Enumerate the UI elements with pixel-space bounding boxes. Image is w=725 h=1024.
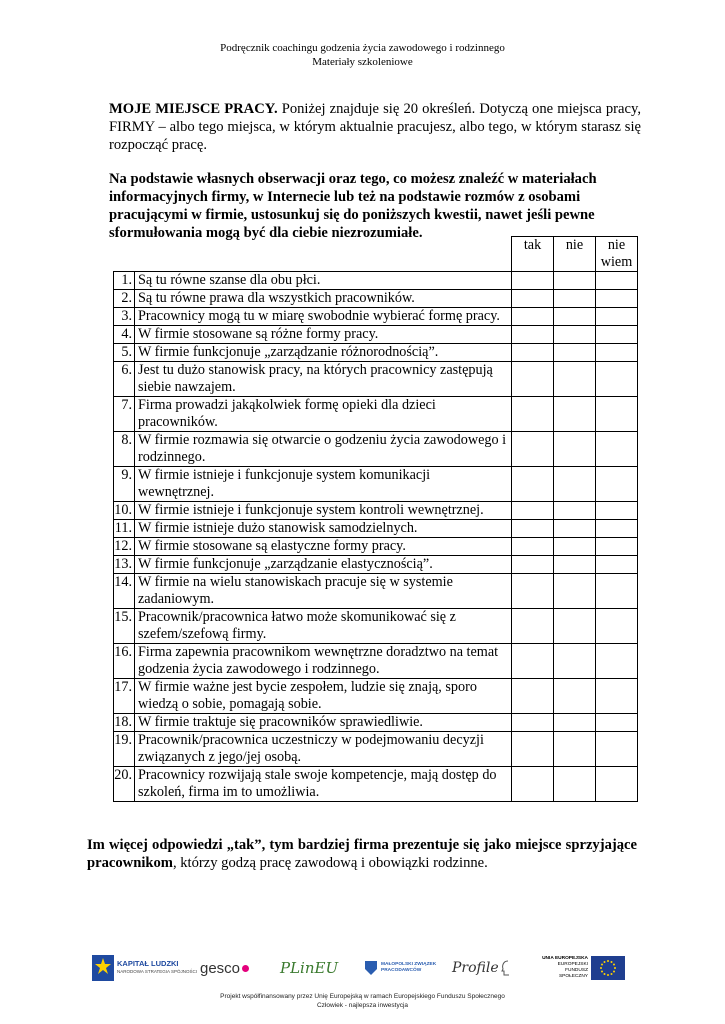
item-number: 13. [114, 556, 135, 574]
item-statement: W firmie stosowane są elastyczne formy pracy. [135, 538, 512, 556]
answer-cell-no[interactable] [554, 520, 596, 538]
intro-text: Poniżej znajduje się 20 określeń. Dotyczą one miejsca pracy, FIRMY – albo tego miejsca, w którym aktualnie pracujesz, albo tego, w którym starasz się rozpocząć pracę. [109, 101, 641, 153]
answer-cell-no[interactable] [554, 362, 596, 397]
item-number: 6. [114, 362, 135, 397]
item-statement: W firmie funkcjonuje „zarządzanie elastycznością”. [135, 556, 512, 574]
answer-cell-yes[interactable] [512, 362, 554, 397]
instruction-paragraph: Na podstawie własnych obserwacji oraz tego, co możesz znaleźć w materiałach informacyjnych firmy, w Internecie lub też na podstawie rozmów z osobami pracującymi w firmie, ustosunkuj się do poniższych kwestii, nawet jeśli pewne sformułowania mogą być dla ciebie niezrozumiałe. [109, 171, 597, 241]
answer-cell-no[interactable] [554, 308, 596, 326]
survey-row [114, 344, 638, 362]
answer-cell-no[interactable] [554, 714, 596, 732]
item-statement: Pracownicy mogą tu w miarę swobodnie wybierać formę pracy. [135, 308, 512, 326]
column-header-yes: tak [512, 237, 554, 272]
plineu-label: PLinEU [280, 959, 339, 977]
conclusion-paragraph [87, 836, 637, 872]
survey-row [114, 679, 638, 714]
profile-logo [452, 952, 513, 984]
answer-cell-no[interactable] [554, 556, 596, 574]
answer-cell-dont-know[interactable] [596, 362, 638, 397]
answer-cell-dont-know[interactable] [596, 679, 638, 714]
page-header [0, 41, 725, 69]
answer-cell-yes[interactable] [512, 644, 554, 679]
answer-cell-yes[interactable] [512, 432, 554, 467]
answer-cell-yes[interactable] [512, 502, 554, 520]
answer-cell-no[interactable] [554, 290, 596, 308]
answer-cell-dont-know[interactable] [596, 290, 638, 308]
item-statement: Jest tu dużo stanowisk pracy, na których pracownicy zastępują siebie nawzajem. [135, 362, 512, 397]
eu-flag-icon [591, 956, 625, 980]
answer-cell-yes[interactable] [512, 397, 554, 432]
answer-cell-no[interactable] [554, 732, 596, 767]
answer-cell-dont-know[interactable] [596, 732, 638, 767]
footer-line-1: Projekt współfinansowany przez Unię Europejską w ramach Europejskiego Funduszu Społecznego [220, 993, 505, 1000]
answer-cell-yes[interactable] [512, 679, 554, 714]
answer-cell-dont-know[interactable] [596, 397, 638, 432]
malopolski-logo [364, 952, 439, 984]
answer-cell-no[interactable] [554, 432, 596, 467]
item-statement: Są tu równe prawa dla wszystkich pracowników. [135, 290, 512, 308]
footer-line-2: Człowiek - najlepsza inwestycja [316, 1002, 409, 1009]
item-number: 3. [114, 308, 135, 326]
survey-row [114, 326, 638, 344]
item-statement: Firma prowadzi jakąkolwiek formę opieki dla dzieci pracowników. [135, 397, 512, 432]
answer-cell-yes[interactable] [512, 556, 554, 574]
item-number: 18. [114, 714, 135, 732]
conclusion-bold: Im więcej odpowiedzi „tak”, tym bardziej firma prezentuje się jako miejsce sprzyjające pracownikom [87, 837, 637, 871]
item-statement: Firma zapewnia pracownikom wewnętrzne doradztwo na temat godzenia życia zawodowego i rodzinnego. [135, 644, 512, 679]
survey-row [114, 609, 638, 644]
survey-row [114, 308, 638, 326]
item-statement: W firmie istnieje i funkcjonuje system kontroli wewnętrznej. [135, 502, 512, 520]
answer-cell-no[interactable] [554, 644, 596, 679]
profile-head-icon [499, 959, 513, 977]
survey-row [114, 272, 638, 290]
answer-cell-no[interactable] [554, 344, 596, 362]
ue-logo [536, 952, 625, 984]
answer-cell-yes[interactable] [512, 326, 554, 344]
survey-row [114, 502, 638, 520]
survey-row [114, 767, 638, 802]
item-number: 1. [114, 272, 135, 290]
answer-cell-yes[interactable] [512, 609, 554, 644]
item-number: 4. [114, 326, 135, 344]
intro-heading: MOJE MIEJSCE PRACY. [109, 101, 278, 117]
gesco-label: gesco [200, 959, 241, 977]
item-statement: Pracownicy rozwijają stale swoje kompetencje, mają dostęp do szkoleń, firma im to umożliwia. [135, 767, 512, 802]
answer-cell-no[interactable] [554, 467, 596, 502]
item-number: 8. [114, 432, 135, 467]
survey-row [114, 732, 638, 767]
survey-row [114, 290, 638, 308]
sponsor-logos [92, 952, 632, 988]
survey-row [114, 574, 638, 609]
kapital-sub-label: NARODOWA STRATEGIA SPÓJNOŚCI [117, 969, 198, 974]
answer-cell-dont-know[interactable] [596, 308, 638, 326]
answer-cell-dont-know[interactable] [596, 538, 638, 556]
item-statement: Pracownik/pracownica uczestniczy w podejmowaniu decyzji związanych z jego/jej osobą. [135, 732, 512, 767]
answer-cell-yes[interactable] [512, 520, 554, 538]
answer-cell-yes[interactable] [512, 538, 554, 556]
gesco-dot-icon [242, 965, 249, 972]
item-number: 2. [114, 290, 135, 308]
malopolski-label: MAŁOPOLSKI ZWIĄZEK PRACODAWCÓW [381, 962, 437, 973]
item-number: 7. [114, 397, 135, 432]
item-statement: W firmie istnieje dużo stanowisk samodzielnych. [135, 520, 512, 538]
item-number: 5. [114, 344, 135, 362]
ue-label: UNIA EUROPEJSKA [542, 956, 588, 961]
kapital-ludzki-logo [92, 952, 197, 984]
survey-row [114, 556, 638, 574]
answer-cell-dont-know[interactable] [596, 272, 638, 290]
survey-row [114, 397, 638, 432]
answer-cell-dont-know[interactable] [596, 432, 638, 467]
answer-cell-yes[interactable] [512, 308, 554, 326]
answer-cell-yes[interactable] [512, 272, 554, 290]
survey-row [114, 432, 638, 467]
item-statement: W firmie na wielu stanowiskach pracuje się w systemie zadaniowym. [135, 574, 512, 609]
survey-row [114, 538, 638, 556]
kapital-label: KAPITAŁ LUDZKI [117, 959, 179, 968]
answer-cell-yes[interactable] [512, 467, 554, 502]
profile-label: Profile [452, 960, 499, 976]
gesco-logo [200, 952, 249, 984]
plineu-logo [280, 952, 338, 984]
answer-cell-dont-know[interactable] [596, 714, 638, 732]
item-statement: W firmie ważne jest bycie zespołem, ludzie się znają, sporo wiedzą o sobie, pomagają sobie. [135, 679, 512, 714]
answer-cell-yes[interactable] [512, 344, 554, 362]
column-header-dont-know: nie wiem [596, 237, 638, 272]
item-number: 10. [114, 502, 135, 520]
answer-cell-dont-know[interactable] [596, 574, 638, 609]
item-statement: W firmie istnieje i funkcjonuje system komunikacji wewnętrznej. [135, 467, 512, 502]
answer-cell-no[interactable] [554, 679, 596, 714]
survey-row [114, 467, 638, 502]
answer-cell-no[interactable] [554, 767, 596, 802]
answer-cell-no[interactable] [554, 502, 596, 520]
answer-cell-dont-know[interactable] [596, 644, 638, 679]
shield-icon [364, 960, 378, 976]
item-number: 20. [114, 767, 135, 802]
efs-label: EUROPEJSKI FUNDUSZ SPOŁECZNY [557, 962, 588, 979]
answer-cell-yes[interactable] [512, 714, 554, 732]
answer-cell-no[interactable] [554, 574, 596, 609]
kapital-ludzki-icon [92, 955, 114, 981]
answer-cell-dont-know[interactable] [596, 609, 638, 644]
item-statement: Są tu równe szanse dla obu płci. [135, 272, 512, 290]
item-statement: W firmie stosowane są różne formy pracy. [135, 326, 512, 344]
column-header-no: nie [554, 237, 596, 272]
answer-cell-dont-know[interactable] [596, 502, 638, 520]
item-number: 12. [114, 538, 135, 556]
conclusion-text: , którzy godzą pracę zawodową i obowiązki rodzinne. [172, 855, 488, 871]
item-statement: W firmie funkcjonuje „zarządzanie różnorodnością”. [135, 344, 512, 362]
item-number: 11. [114, 520, 135, 538]
survey-table [113, 236, 638, 802]
item-number: 9. [114, 467, 135, 502]
page-footer [0, 992, 725, 1010]
survey-row [114, 644, 638, 679]
answer-cell-dont-know[interactable] [596, 467, 638, 502]
answer-cell-no[interactable] [554, 609, 596, 644]
item-number: 16. [114, 644, 135, 679]
item-statement: W firmie traktuje się pracowników sprawiedliwie. [135, 714, 512, 732]
header-subtitle: Materiały szkoleniowe [312, 56, 413, 68]
header-title: Podręcznik coachingu godzenia życia zawodowego i rodzinnego [220, 42, 505, 54]
answer-cell-yes[interactable] [512, 574, 554, 609]
table-header-row [114, 237, 638, 272]
intro-paragraph [109, 100, 641, 154]
item-number: 17. [114, 679, 135, 714]
survey-row [114, 520, 638, 538]
item-number: 19. [114, 732, 135, 767]
answer-cell-dont-know[interactable] [596, 556, 638, 574]
answer-cell-yes[interactable] [512, 732, 554, 767]
answer-cell-no[interactable] [554, 272, 596, 290]
item-statement: W firmie rozmawia się otwarcie o godzeniu życia zawodowego i rodzinnego. [135, 432, 512, 467]
answer-cell-yes[interactable] [512, 767, 554, 802]
item-statement: Pracownik/pracownica łatwo może skomunikować się z szefem/szefową firmy. [135, 609, 512, 644]
survey-row [114, 362, 638, 397]
answer-cell-dont-know[interactable] [596, 767, 638, 802]
answer-cell-no[interactable] [554, 538, 596, 556]
answer-cell-yes[interactable] [512, 290, 554, 308]
survey-row [114, 714, 638, 732]
answer-cell-dont-know[interactable] [596, 520, 638, 538]
item-number: 14. [114, 574, 135, 609]
item-number: 15. [114, 609, 135, 644]
answer-cell-dont-know[interactable] [596, 326, 638, 344]
answer-cell-no[interactable] [554, 397, 596, 432]
answer-cell-no[interactable] [554, 326, 596, 344]
answer-cell-dont-know[interactable] [596, 344, 638, 362]
